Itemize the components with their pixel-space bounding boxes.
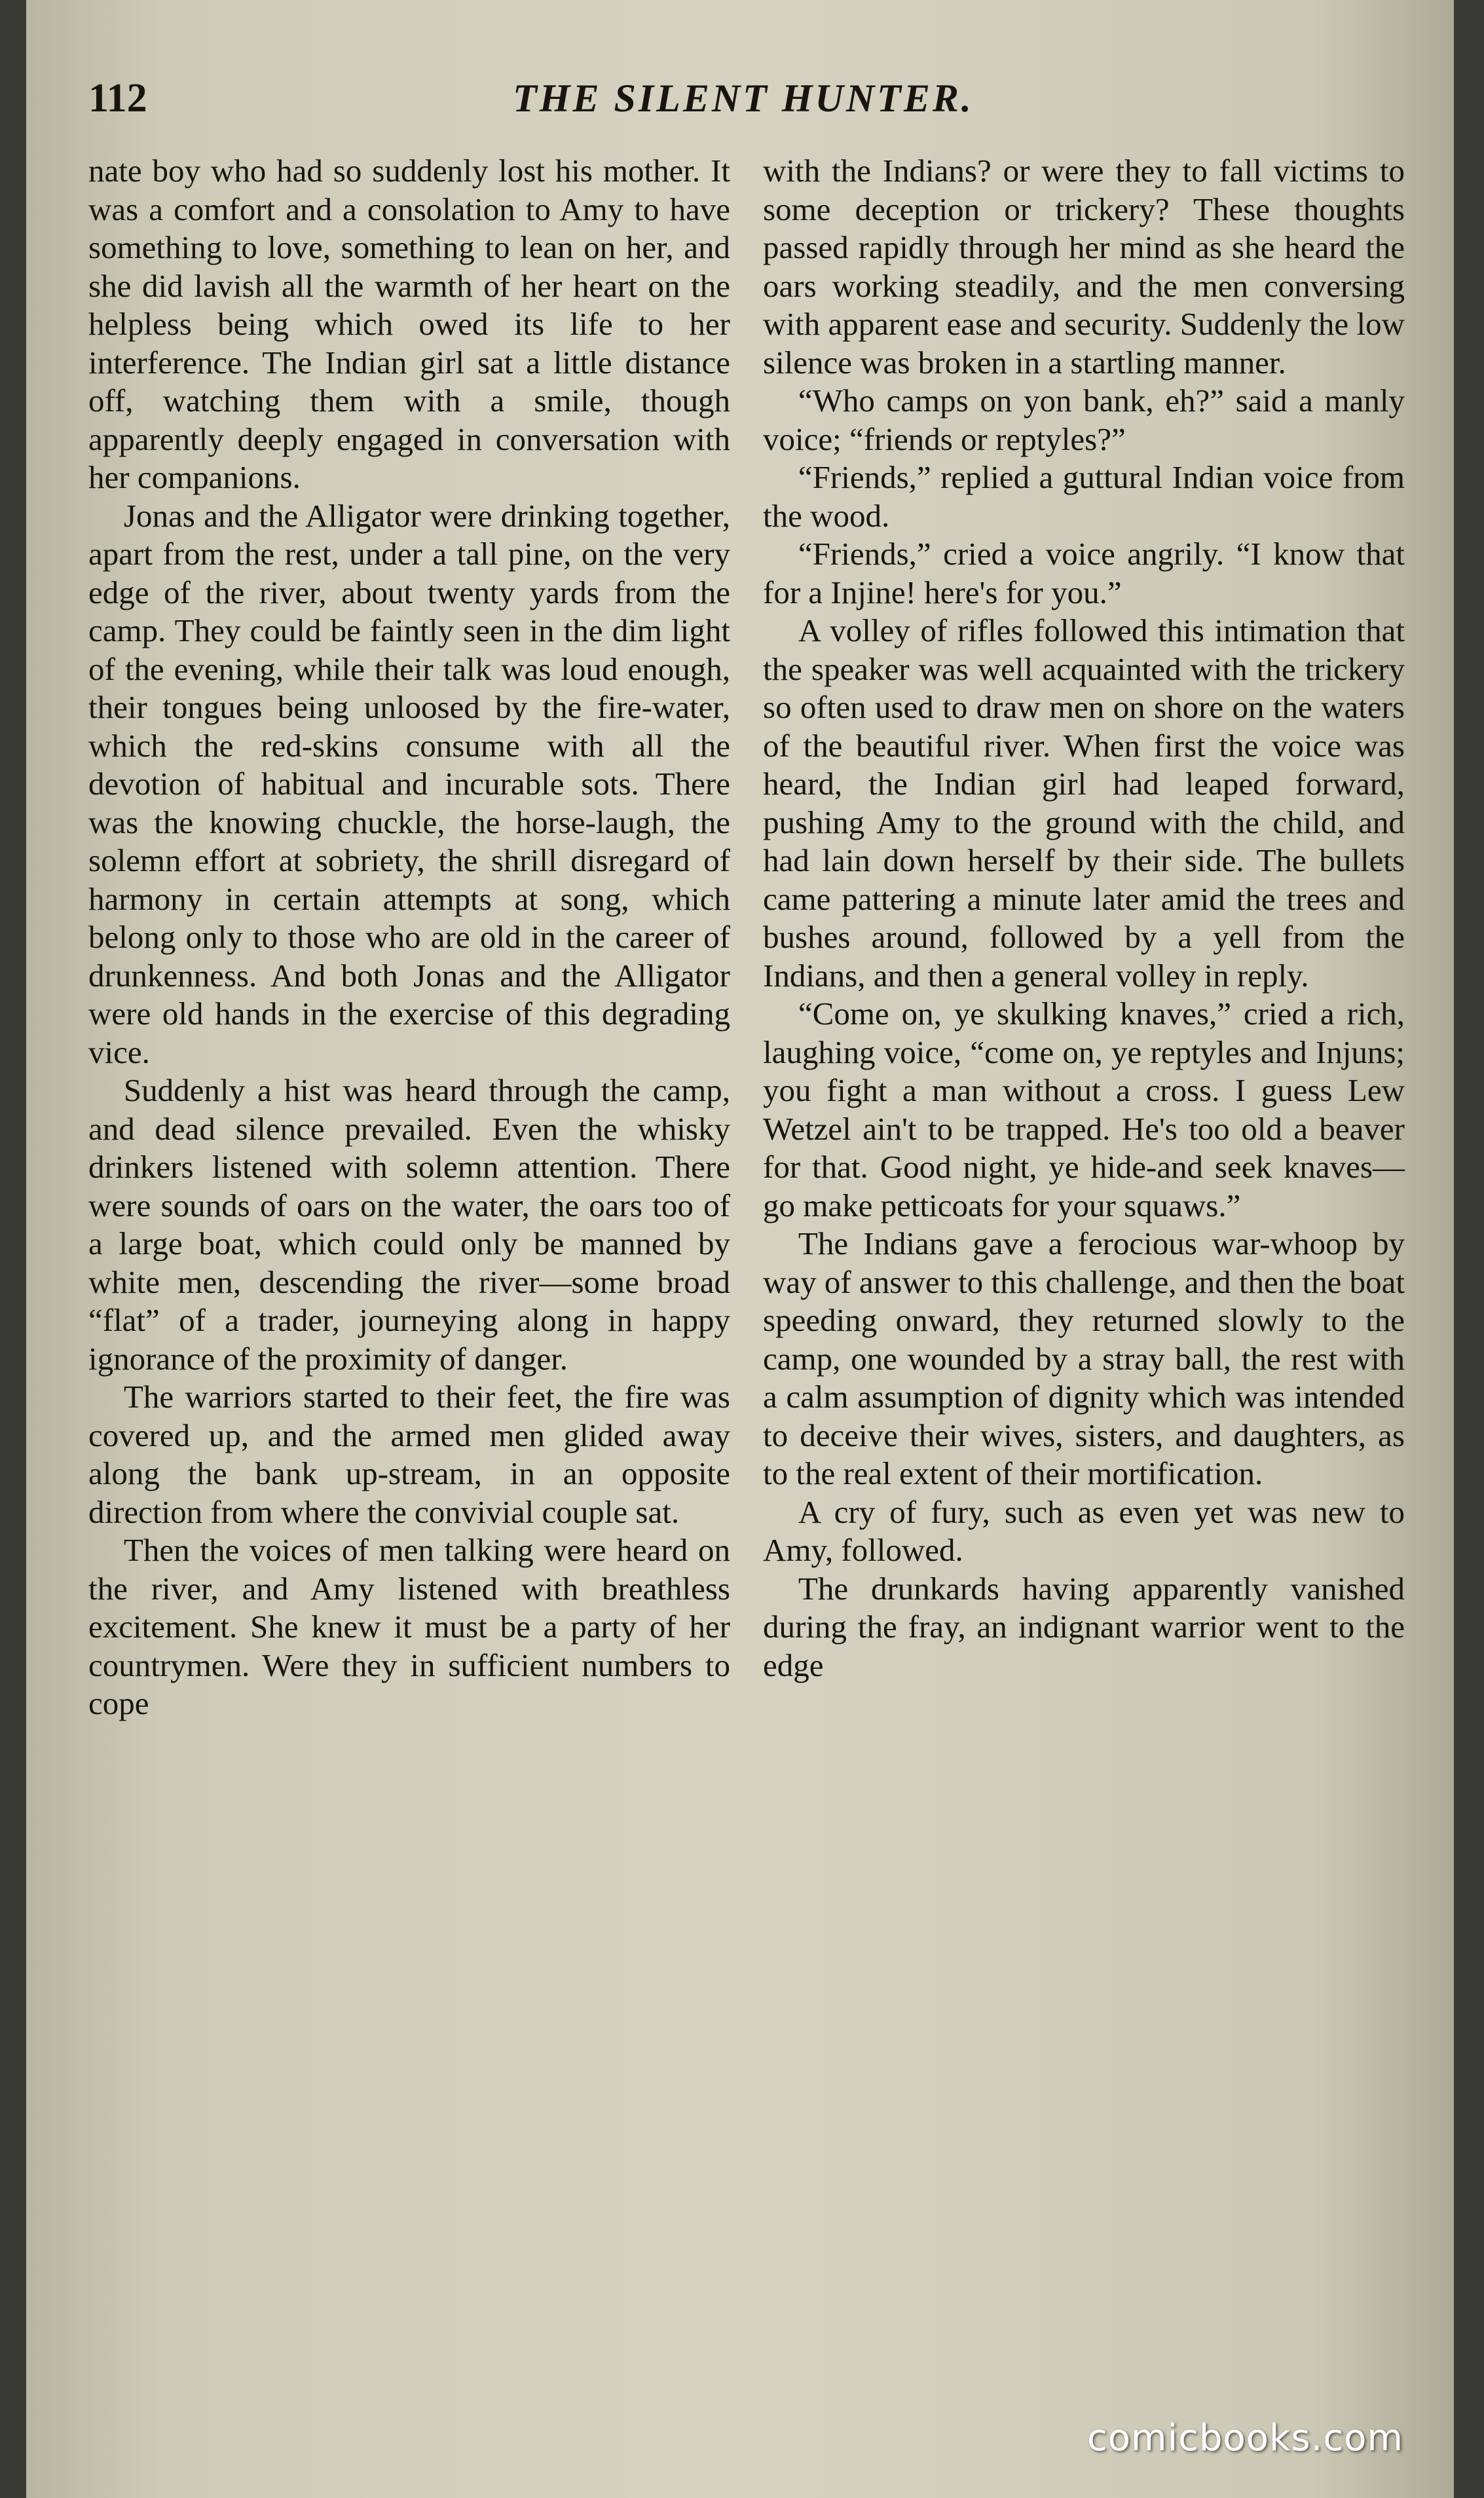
paragraph: with the Indians? or were they to fall victims to some deception or trickery? These thoughts passed rapidly through her mind as she heard the oars working steadily, and the men conversing with apparent ease and security. Suddenly the low silence was broken in a startling manner. (763, 153, 1405, 381)
paragraph: The drunkards having apparently vanished during the fray, an indignant warrior went to the edge (763, 1570, 1405, 1683)
page-number: 112 (88, 76, 147, 121)
watermark: comicbooks.com (1087, 2417, 1404, 2459)
paragraph: “Friends,” cried a voice angrily. “I know that for a Injine! here's for you.” (763, 536, 1405, 610)
paragraph: nate boy who had so suddenly lost his mother. It was a comfort and a consolation to Amy to have something to love, something to lean on her, and she did lavish all the warmth of her heart on the helpless being which owed its life to her interference. The Indian girl sat a little distance off, watching them with a smile, though apparently deeply engaged in conversation with her companions. (88, 153, 730, 495)
text-column-right (763, 152, 1405, 1685)
paragraph: “Who camps on yon bank, eh?” said a manly voice; “friends or reptyles?” (763, 382, 1405, 457)
paragraph: “Come on, ye skulking knaves,” cried a rich, laughing voice, “come on, ye reptyles and Injuns; you fight a man without a cross. I guess Lew Wetzel ain't to be trapped. He's too old a beaver for that. Good night, ye hide-and seek knaves—go make petticoats for your squaws.” (763, 996, 1405, 1223)
paragraph: A cry of fury, such as even yet was new to Amy, followed. (763, 1493, 1405, 1568)
book-page (26, 0, 1454, 2498)
paragraph: The Indians gave a ferocious war-whoop by way of answer to this challenge, and then the boat speeding onward, they returned slowly to the camp, one wounded by a stray ball, the rest with a calm assumption of dignity which was intended to deceive their wives, sisters, and daughters, as to the real extent of their mortification. (763, 1225, 1405, 1491)
paragraph: “Friends,” replied a guttural Indian voice from the wood. (763, 459, 1405, 534)
running-title: THE SILENT HUNTER. (513, 77, 974, 120)
paragraph: A volley of rifles followed this intimation that the speaker was well acquainted with the trickery so often used to draw men on shore on the waters of the beautiful river. When first the voice was heard, the Indian girl had leaped forward, pushing Amy to the ground with the child, and had lain down herself by their side. The bullets came pattering a minute later amid the trees and bushes around, followed by a yell from the Indians, and then a general volley in reply. (763, 612, 1405, 994)
paragraph: The warriors started to their feet, the fire was covered up, and the armed men glided away along the bank up-stream, in an opposite direction from where the convivial couple sat. (88, 1379, 730, 1530)
paragraph: Suddenly a hist was heard through the camp, and dead silence prevailed. Even the whisky drinkers listened with solemn attention. There were sounds of oars on the water, the oars too of a large boat, which could only be manned by white men, descending the river—some broad “flat” of a trader, journeying along in happy ignorance of the proximity of danger. (88, 1072, 730, 1377)
page-header (88, 65, 1398, 131)
text-column-left (88, 152, 730, 1723)
paragraph: Jonas and the Alligator were drinking together, apart from the rest, under a tall pine, on the very edge of the river, about twenty yards from the camp. They could be faintly seen in the dim light of the evening, while their talk was loud enough, their tongues being unloosed by the fire-water, which the red-skins consume with all the devotion of habitual and incurable sots. There was the knowing chuckle, the horse-laugh, the solemn effort at sobriety, the shrill disregard of harmony in certain attempts at song, which belong only to those who are old in the career of drunkenness. And both Jonas and the Alligator were old hands in the exercise of this degrading vice. (88, 497, 730, 1070)
paragraph: Then the voices of men talking were heard on the river, and Amy listened with breathless excitement. She knew it must be a party of her countrymen. Were they in sufficient numbers to cope (88, 1532, 730, 1721)
